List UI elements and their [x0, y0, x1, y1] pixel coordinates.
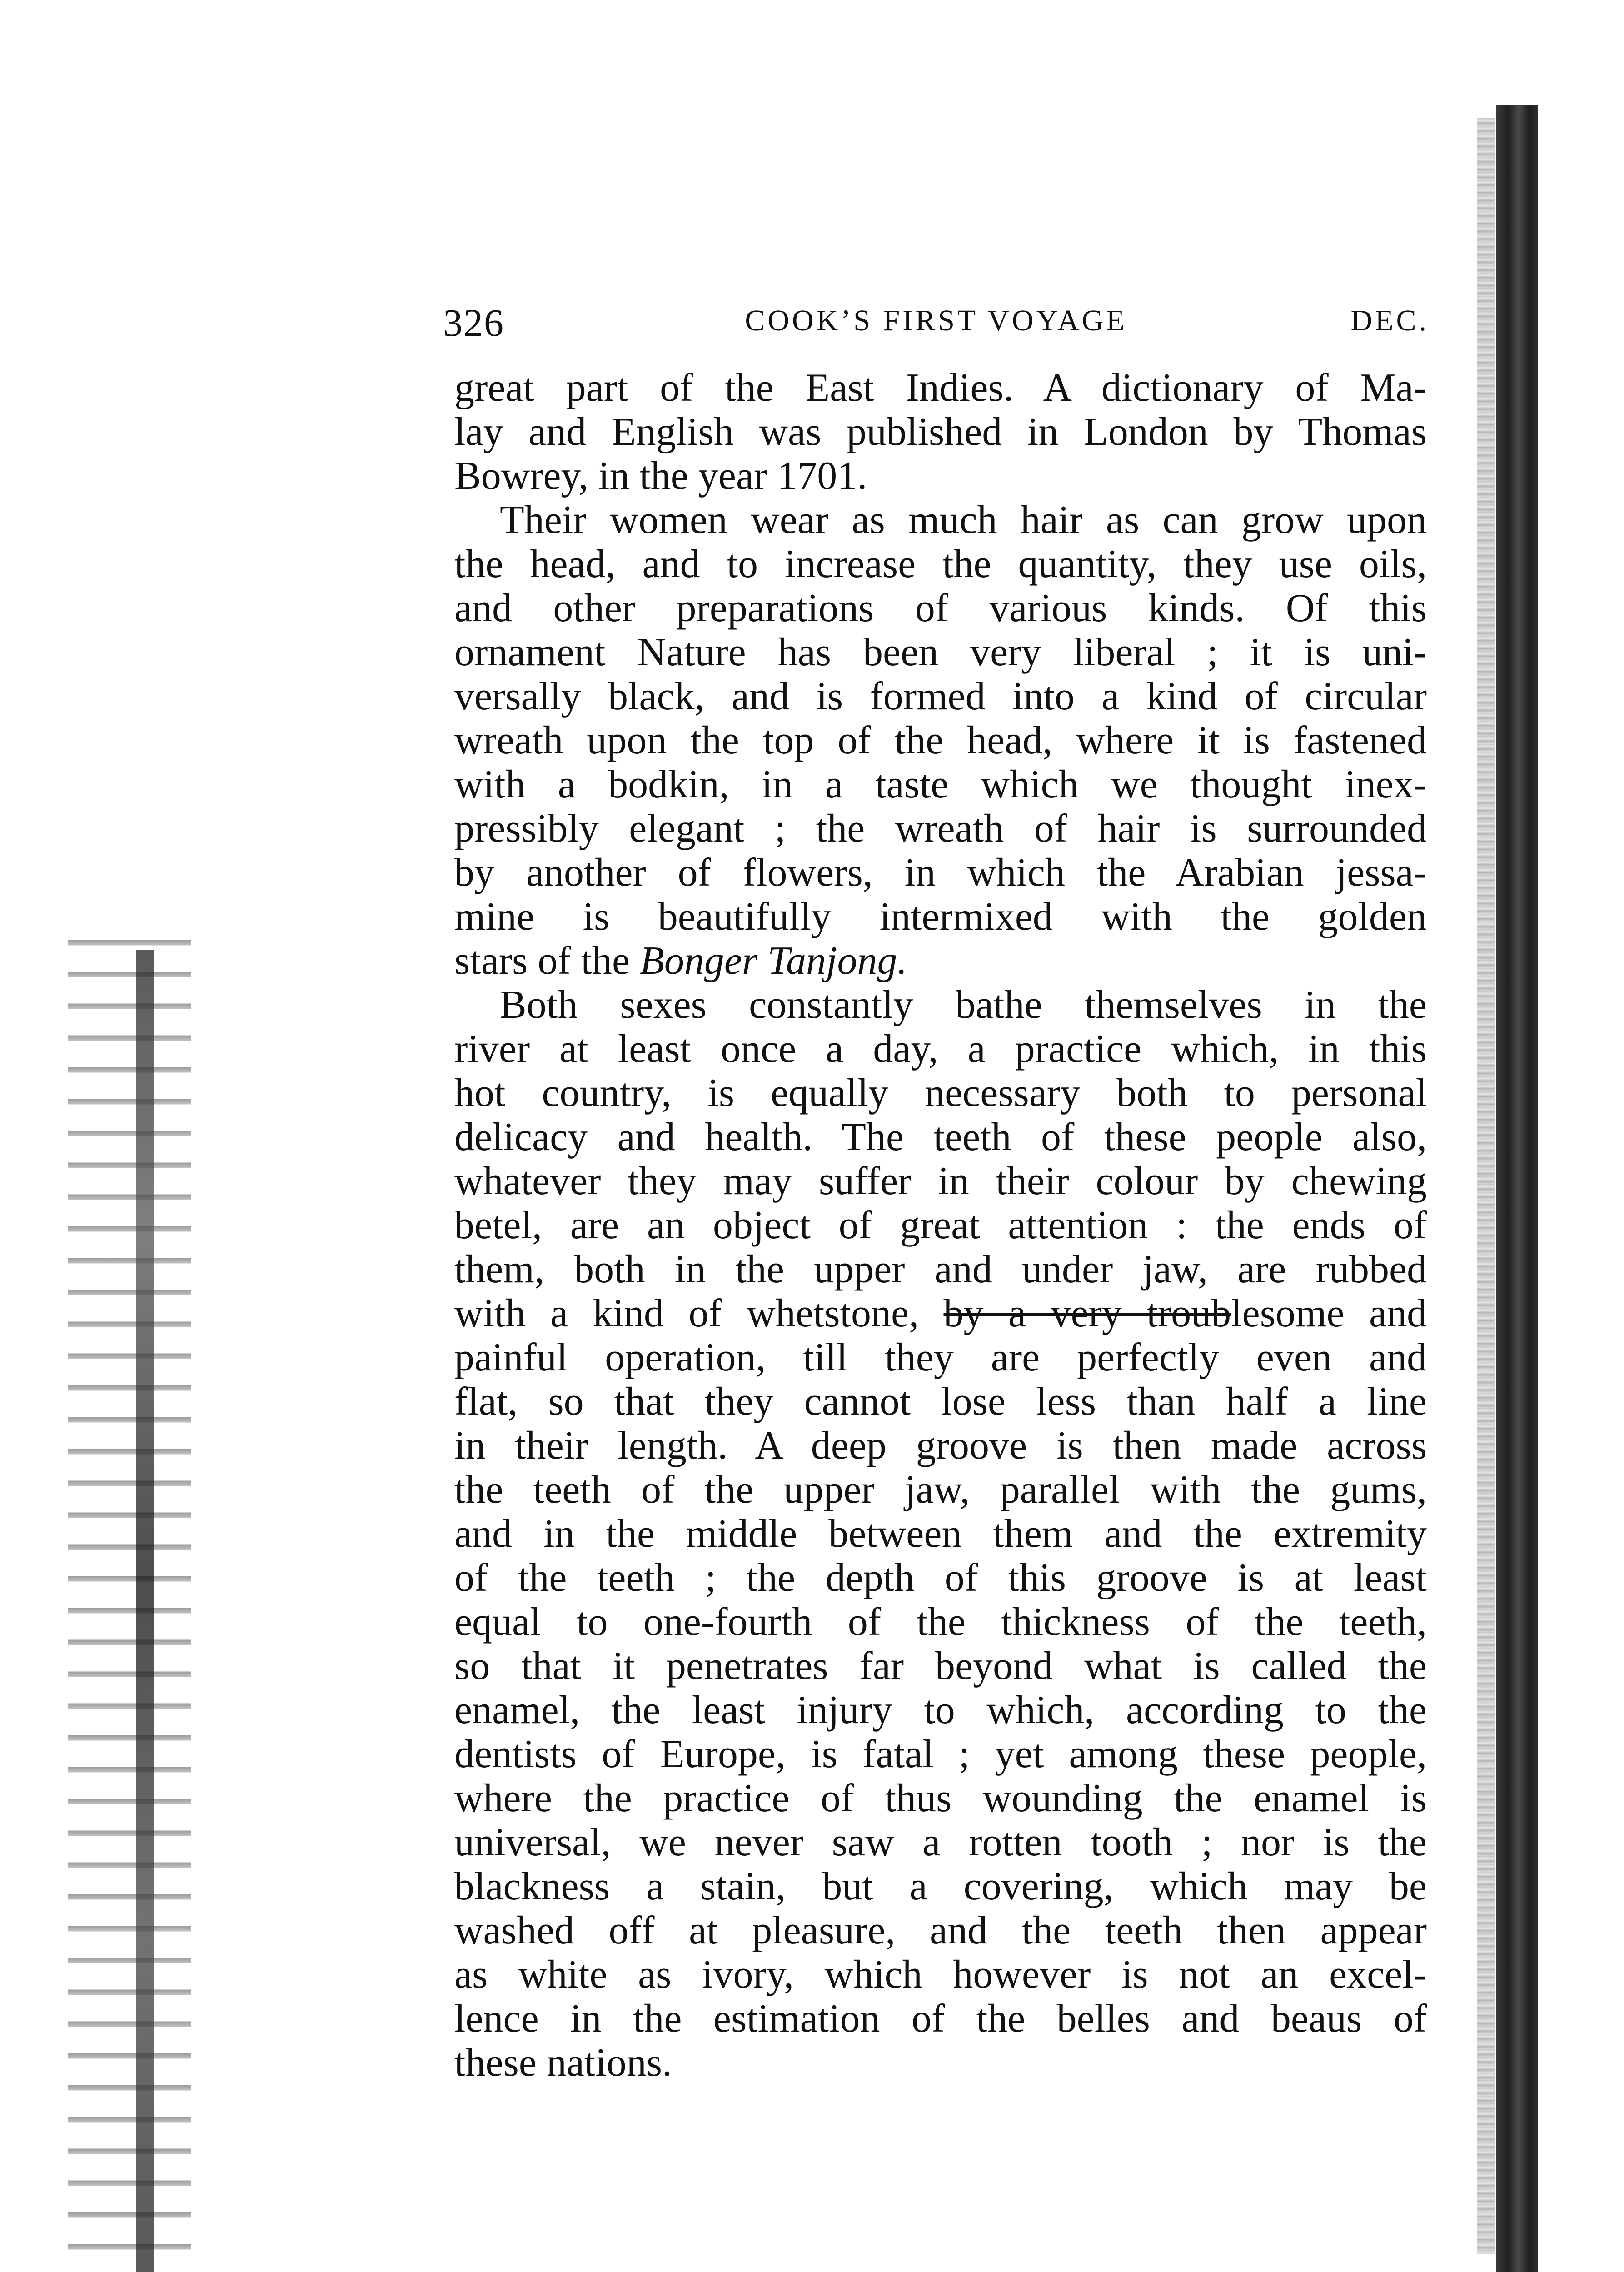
text-span: stars of the: [454, 939, 640, 983]
text-line: wreath upon the top of the head, where it is fastened: [454, 718, 1427, 762]
text-line: with a bodkin, in a taste which we thought inex-: [454, 762, 1427, 807]
text-line: [454, 939, 1427, 983]
text-line: as white as ivory, which however is not an excel-: [454, 1953, 1427, 1997]
text-line: blackness a stain, but a covering, which may be: [454, 1864, 1427, 1908]
text-line: and in the middle between them and the extremity: [454, 1512, 1427, 1556]
facing-page-bleed: [68, 927, 191, 2272]
running-head: COOK’S FIRST VOYAGE: [745, 304, 1127, 337]
text-span: with a kind of whetstone,: [454, 1291, 944, 1335]
text-line: lence in the estimation of the belles and beaus of: [454, 1997, 1427, 2041]
facing-page-bleed-bar: [136, 950, 154, 2272]
text-line: [454, 1291, 1427, 1335]
text-line: mine is beautifully intermixed with the golden: [454, 895, 1427, 939]
text-line: enamel, the least injury to which, according to the: [454, 1688, 1427, 1732]
text-line: and other preparations of various kinds. Of this: [454, 586, 1427, 630]
header-month: DEC.: [1350, 304, 1429, 337]
text-line: in their length. A deep groove is then made across: [454, 1424, 1427, 1468]
binding-edge-texture: [1477, 118, 1495, 2254]
struck-text: by a very troub: [943, 1291, 1231, 1335]
text-line: great part of the East Indies. A dictionary of Ma-: [454, 366, 1427, 410]
page-number: 326: [443, 301, 504, 344]
text-span: lesome and: [1231, 1291, 1427, 1335]
text-line: them, both in the upper and under jaw, are rubbed: [454, 1247, 1427, 1291]
text-line: lay and English was published in London by Thomas: [454, 410, 1427, 454]
text-line: hot country, is equally necessary both to personal: [454, 1071, 1427, 1115]
text-line: universal, we never saw a rotten tooth ; nor is the: [454, 1820, 1427, 1864]
text-line: pressibly elegant ; the wreath of hair is surrounded: [454, 807, 1427, 851]
text-line: ornament Nature has been very liberal ; it is uni-: [454, 630, 1427, 674]
text-line: painful operation, till they are perfectly even and: [454, 1335, 1427, 1380]
body-text: [454, 366, 1427, 2085]
text-line: delicacy and health. The teeth of these people also,: [454, 1115, 1427, 1159]
text-line: Their women wear as much hair as can grow upon: [500, 498, 1427, 542]
text-line: dentists of Europe, is fatal ; yet among these people,: [454, 1732, 1427, 1776]
text-line: Bowrey, in the year 1701.: [454, 454, 867, 498]
text-line: where the practice of thus wounding the enamel is: [454, 1776, 1427, 1820]
page-header: [443, 300, 1429, 350]
text-line: the teeth of the upper jaw, parallel with the gums,: [454, 1468, 1427, 1512]
text-line: equal to one-fourth of the thickness of the teeth,: [454, 1600, 1427, 1644]
binding-edge: [1496, 105, 1538, 2272]
text-line: of the teeth ; the depth of this groove is at least: [454, 1556, 1427, 1600]
text-line: these nations.: [454, 2041, 673, 2085]
text-line: betel, are an object of great attention : the ends of: [454, 1203, 1427, 1247]
text-line: whatever they may suffer in their colour by chewing: [454, 1159, 1427, 1203]
text-line: the head, and to increase the quantity, they use oils,: [454, 542, 1427, 586]
text-line: river at least once a day, a practice which, in this: [454, 1027, 1427, 1071]
text-line: versally black, and is formed into a kind of circular: [454, 674, 1427, 718]
text-line: washed off at pleasure, and the teeth then appear: [454, 1908, 1427, 1953]
italic-text: Bonger Tanjong.: [640, 939, 907, 983]
text-line: Both sexes constantly bathe themselves in the: [500, 983, 1427, 1027]
text-line: so that it penetrates far beyond what is called the: [454, 1644, 1427, 1688]
text-line: by another of flowers, in which the Arabian jessa-: [454, 851, 1427, 895]
text-line: flat, so that they cannot lose less than half a line: [454, 1380, 1427, 1424]
